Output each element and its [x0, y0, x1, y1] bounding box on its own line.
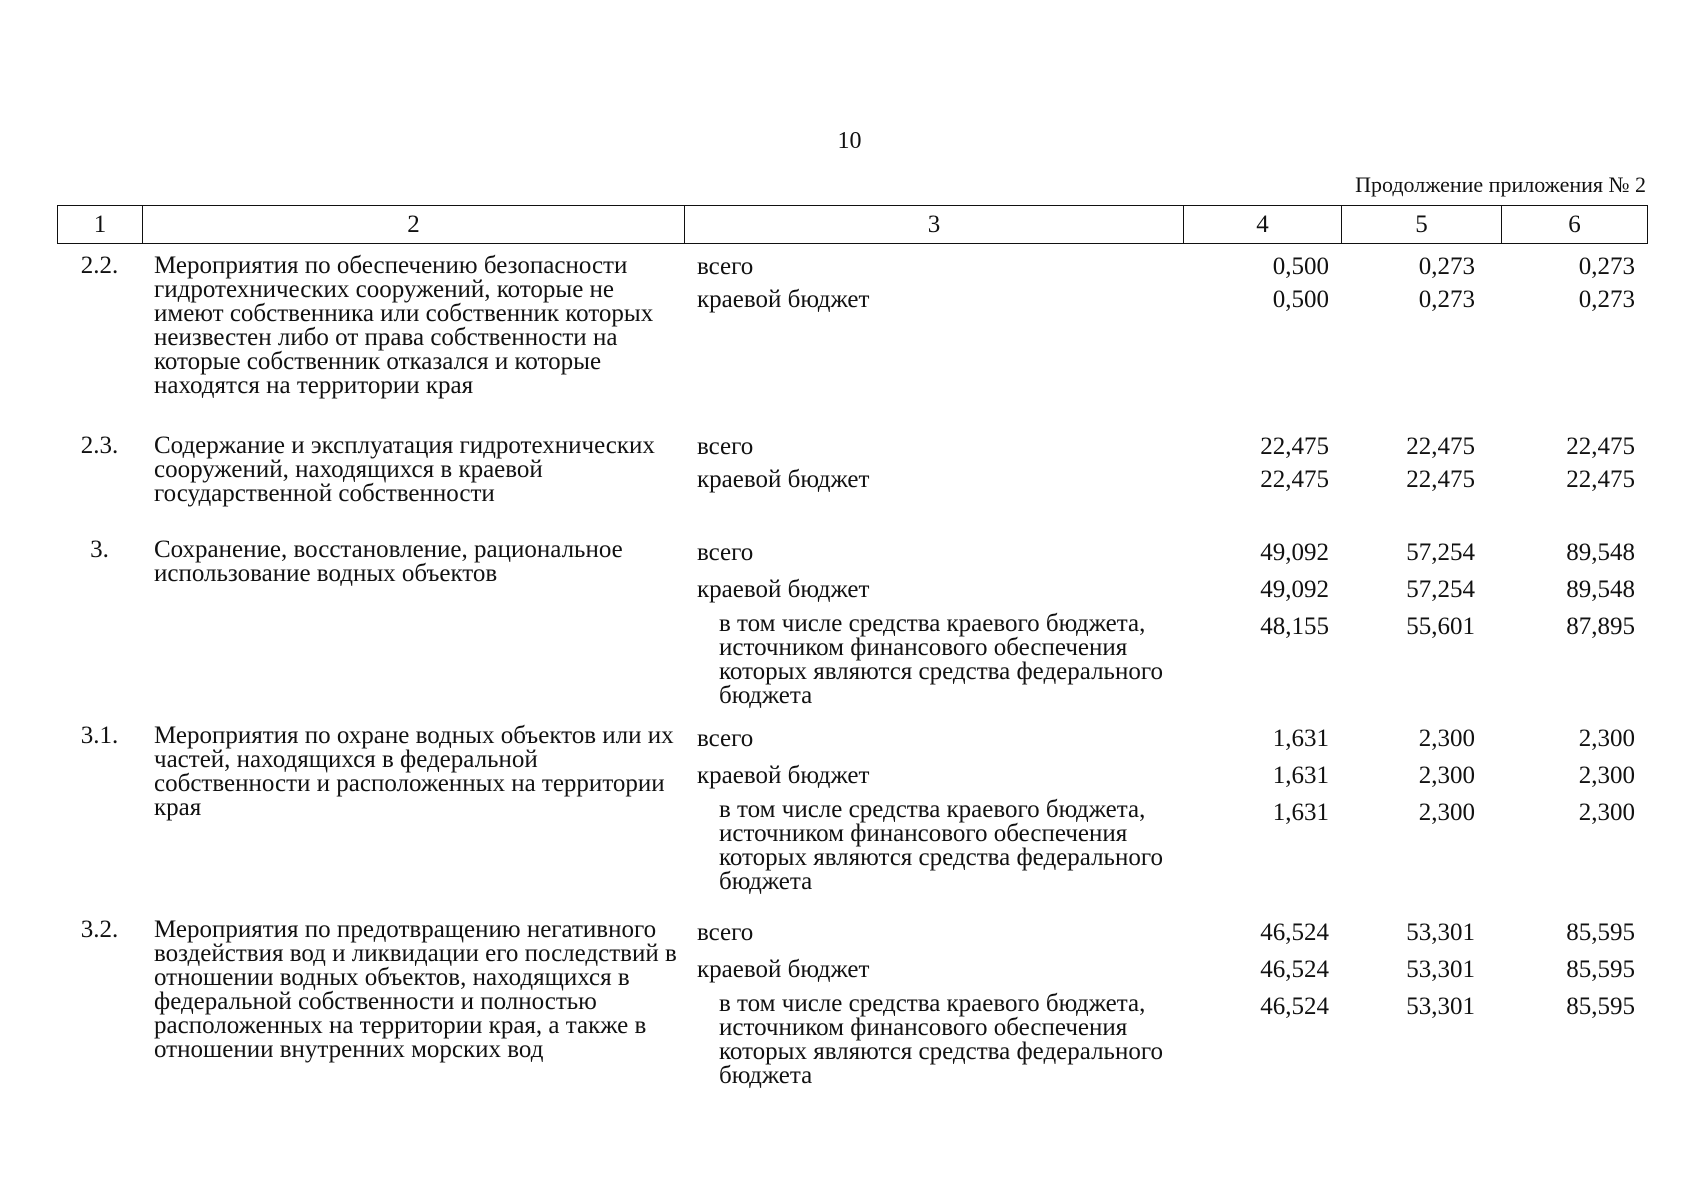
source-label: всего [697, 253, 754, 280]
value-cell: 22,475 [1406, 466, 1475, 493]
value-cell: 0,273 [1418, 286, 1475, 313]
value-cell: 53,301 [1406, 919, 1475, 946]
source-label: краевой бюджет [697, 466, 870, 493]
column-4-values [1183, 534, 1335, 645]
value-cell: 89,548 [1566, 539, 1635, 566]
column-6-values [1481, 250, 1641, 316]
source-label: в том числе средства краевого бюджета, источником финансового обеспечения которых являются средства федерального бюджета [719, 990, 1163, 1089]
value-cell: 0,273 [1578, 253, 1635, 280]
value-cell: 89,548 [1566, 576, 1635, 603]
value-cell: 1,631 [1272, 725, 1329, 752]
table-row [57, 534, 1647, 720]
row-name: Содержание и эксплуатация гидротехнических сооружений, находящихся в краевой государственной собственности [154, 432, 655, 507]
row-code: 3.2. [80, 916, 119, 943]
value-cell: 53,301 [1406, 956, 1475, 983]
column-6-values [1481, 720, 1641, 831]
row-sources [684, 250, 1183, 316]
table-header [57, 205, 1648, 244]
value-cell: 85,595 [1566, 919, 1635, 946]
row-sources [684, 534, 1183, 708]
value-cell: 46,524 [1260, 956, 1329, 983]
column-5-values [1335, 430, 1481, 496]
value-cell: 46,524 [1260, 919, 1329, 946]
table-row [57, 914, 1647, 1114]
value-cell: 48,155 [1260, 613, 1329, 640]
column-4-values [1183, 914, 1335, 1025]
column-4-values [1183, 250, 1335, 316]
source-label: всего [697, 539, 754, 566]
value-cell: 22,475 [1566, 466, 1635, 493]
value-cell: 85,595 [1566, 993, 1635, 1020]
column-5-values [1335, 914, 1481, 1025]
source-label: всего [697, 725, 754, 752]
table-row [57, 250, 1647, 430]
value-cell: 22,475 [1566, 433, 1635, 460]
column-5-values [1335, 720, 1481, 831]
source-label: всего [697, 919, 754, 946]
value-cell: 49,092 [1260, 539, 1329, 566]
column-number-6: 6 [1502, 206, 1648, 244]
row-sources [684, 914, 1183, 1088]
value-cell: 57,254 [1406, 539, 1475, 566]
row-code: 2.3. [80, 432, 119, 459]
column-6-values [1481, 534, 1641, 645]
row-name: Мероприятия по охране водных объектов или их частей, находящихся в федеральной собственности и расположенных на территории края [154, 722, 674, 821]
value-cell: 85,595 [1566, 956, 1635, 983]
value-cell: 2,300 [1418, 799, 1475, 826]
table-row [57, 430, 1647, 534]
value-cell: 87,895 [1566, 613, 1635, 640]
row-name: Мероприятия по обеспечению безопасности гидротехнических сооружений, которые не имеют собственника или собственник которых неизвестен либо от права собственности на которые собственник отказался и которые находятся на территории края [154, 252, 654, 399]
column-number-5: 5 [1342, 206, 1502, 244]
row-code: 3. [90, 536, 109, 563]
row-name: Сохранение, восстановление, рациональное использование водных объектов [154, 536, 623, 587]
table-body [57, 250, 1647, 1114]
row-name: Мероприятия по предотвращению негативного воздействия вод и ликвидации его последствий в отношении водных объектов, находящихся в федеральной собственности и полностью расположенных на территории края, а также в отношении внутренних морских вод [154, 916, 677, 1063]
value-cell: 22,475 [1260, 466, 1329, 493]
source-label: краевой бюджет [697, 286, 870, 313]
column-4-values [1183, 720, 1335, 831]
value-cell: 49,092 [1260, 576, 1329, 603]
page-number: 10 [837, 128, 862, 154]
column-6-values [1481, 914, 1641, 1025]
value-cell: 55,601 [1406, 613, 1475, 640]
source-label: краевой бюджет [697, 956, 870, 983]
column-number-3: 3 [685, 206, 1184, 244]
value-cell: 1,631 [1272, 799, 1329, 826]
value-cell: 53,301 [1406, 993, 1475, 1020]
column-number-4: 4 [1184, 206, 1342, 244]
column-6-values [1481, 430, 1641, 496]
table-row [57, 720, 1647, 914]
appendix-continuation-label: Продолжение приложения № 2 [1355, 172, 1646, 197]
row-sources [684, 720, 1183, 894]
value-cell: 0,273 [1418, 253, 1475, 280]
source-label: краевой бюджет [697, 762, 870, 789]
value-cell: 2,300 [1578, 762, 1635, 789]
value-cell: 57,254 [1406, 576, 1475, 603]
source-label: краевой бюджет [697, 576, 870, 603]
source-label: в том числе средства краевого бюджета, источником финансового обеспечения которых являются средства федерального бюджета [719, 796, 1163, 895]
value-cell: 1,631 [1272, 762, 1329, 789]
column-5-values [1335, 250, 1481, 316]
row-code: 3.1. [80, 722, 119, 749]
value-cell: 2,300 [1418, 725, 1475, 752]
source-label: всего [697, 433, 754, 460]
column-5-values [1335, 534, 1481, 645]
column-4-values [1183, 430, 1335, 496]
row-code: 2.2. [80, 252, 119, 279]
row-sources [684, 430, 1183, 496]
value-cell: 46,524 [1260, 993, 1329, 1020]
value-cell: 22,475 [1406, 433, 1475, 460]
value-cell: 2,300 [1578, 725, 1635, 752]
value-cell: 2,300 [1578, 799, 1635, 826]
column-number-2: 2 [143, 206, 685, 244]
value-cell: 22,475 [1260, 433, 1329, 460]
source-label: в том числе средства краевого бюджета, источником финансового обеспечения которых являются средства федерального бюджета [719, 610, 1163, 709]
value-cell: 2,300 [1418, 762, 1475, 789]
value-cell: 0,273 [1578, 286, 1635, 313]
column-number-1: 1 [58, 206, 143, 244]
value-cell: 0,500 [1272, 253, 1329, 280]
value-cell: 0,500 [1272, 286, 1329, 313]
